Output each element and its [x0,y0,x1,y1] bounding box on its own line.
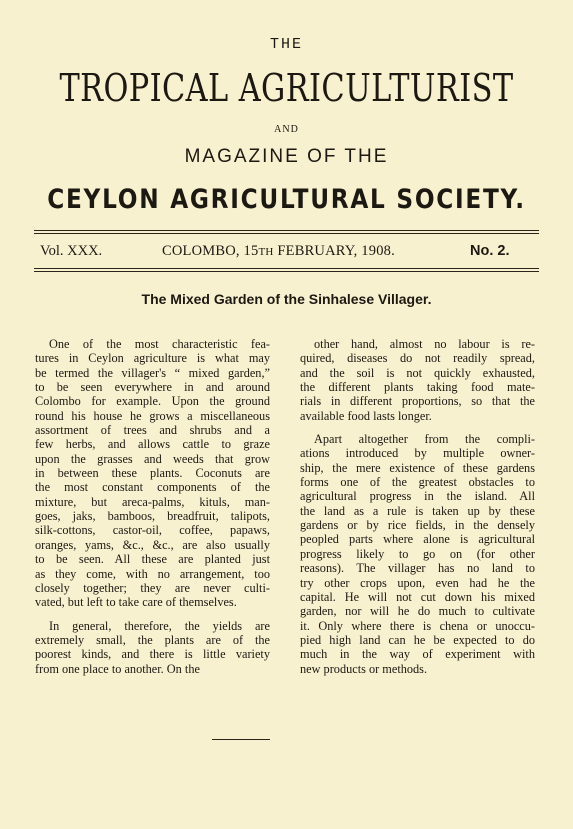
text-line: Apart altogether from the compli- [314,432,535,447]
text-line: new products or methods. [300,661,428,676]
text-line: peopled parts where alone is agricultural [300,532,535,547]
text-line: be termed the villager's “ mixed garden,” [35,365,270,380]
text-line: few herbs, and allows cattle to graze [35,437,270,452]
text-line: pied high land can he be expected to do [300,632,535,647]
text-line: ations introduced by multiple owner- [300,446,535,461]
article-end-rule [212,739,270,740]
text-line: In general, therefore, the yields are [49,618,270,633]
text-line: assortment of trees and shrubs and a [35,423,270,438]
issue-rule-thin [34,268,539,269]
text-line: mixture, but areca-palms, kituls, man- [35,494,270,509]
text-line: tures in Ceylon agriculture is what may [35,351,270,366]
issue-date [162,243,395,260]
article-column-left [35,337,270,676]
text-line: other hand, almost no labour is re- [314,337,535,351]
paragraph-gap [35,610,270,619]
text-line: progress likely to go on (for other [300,546,535,561]
text-line: forms one of the greatest obstacles to [300,475,535,490]
article-column-right [300,337,535,676]
text-line: Colombo for example. Upon the ground [35,394,270,409]
text-line: the land as a rule is taken up by these [300,503,535,518]
text-line: poorest kinds, and there is little variety [35,647,270,662]
text-line: available food lasts longer. [300,408,432,423]
text-line: capital. He will not cut down his mixed [300,589,535,604]
text-line: the most constant components of the [35,480,270,495]
text-line: One of the most characteristic fea- [49,337,270,351]
text-line: rials in different proportions, so that the [300,394,535,409]
masthead-and: AND [274,124,299,135]
text-line: reasons). The villager has no land to [300,561,535,576]
issue-date-main: COLOMBO, 15 [162,243,259,259]
text-line: it. Only where there is chena or unoccu- [300,618,535,633]
text-line: silk-cottons, castor-oil, coffee, papaws, [35,523,270,538]
text-line: round his house he grows a miscellaneous [35,408,270,423]
text-line: goes, jaks, bamboos, breadfruit, talipots, [35,509,270,524]
masthead-magazine: MAGAZINE OF THE [184,146,389,167]
article-title: The Mixed Garden of the Sinhalese Villager. [141,291,432,307]
text-line: ship, the mere existence of these gardens [300,460,535,475]
masthead-society: CEYLON AGRICULTURAL SOCIETY. [47,184,526,215]
masthead-rule-top-thin [34,233,539,234]
issue-number: No. 2. [470,243,510,259]
journal-title: TROPICAL AGRICULTURIST [59,66,514,110]
text-line: from one place to another. On the [35,661,200,676]
issue-volume: Vol. XXX. [40,243,103,259]
text-line: gardens or by rice fields, in the densely [300,518,535,533]
masthead-the: THE [269,36,303,53]
text-line: agricultural progress in the island. All [300,489,535,504]
text-line: to be seen everywhere in and around [35,380,270,395]
masthead-rule-top [34,230,539,231]
text-line: quired, diseases do not readily spread, [300,351,535,366]
paragraph-gap [300,423,535,432]
text-line: garden, nor will he do much to cultivate [300,604,535,619]
text-line: to be seen. All these are planted just [35,552,270,567]
text-line: extremely small, the plants are of the [35,632,270,647]
text-line: in between these plants. Coconuts are [35,466,270,481]
text-line: oranges, yams, &c., &c., are also usually [35,537,270,552]
issue-date-rest: FEBRUARY, 1908. [273,243,395,259]
text-line: vated, but left to take care of themselves. [35,595,237,610]
text-line: and the soil is not quickly exhausted, [300,365,535,380]
issue-date-ordinal: TH [258,246,274,258]
text-line: try other crops upon, even had he the [300,575,535,590]
issue-rule-bottom [34,271,539,272]
text-line: as they come, with no arrangement, too [35,566,270,581]
text-line: closely together; they are never culti- [35,580,270,595]
text-line: upon the grasses and weeds that grow [35,451,270,466]
text-line: the different plants taking food mate- [300,380,535,395]
text-line: much in the way of experiment with [300,647,535,662]
